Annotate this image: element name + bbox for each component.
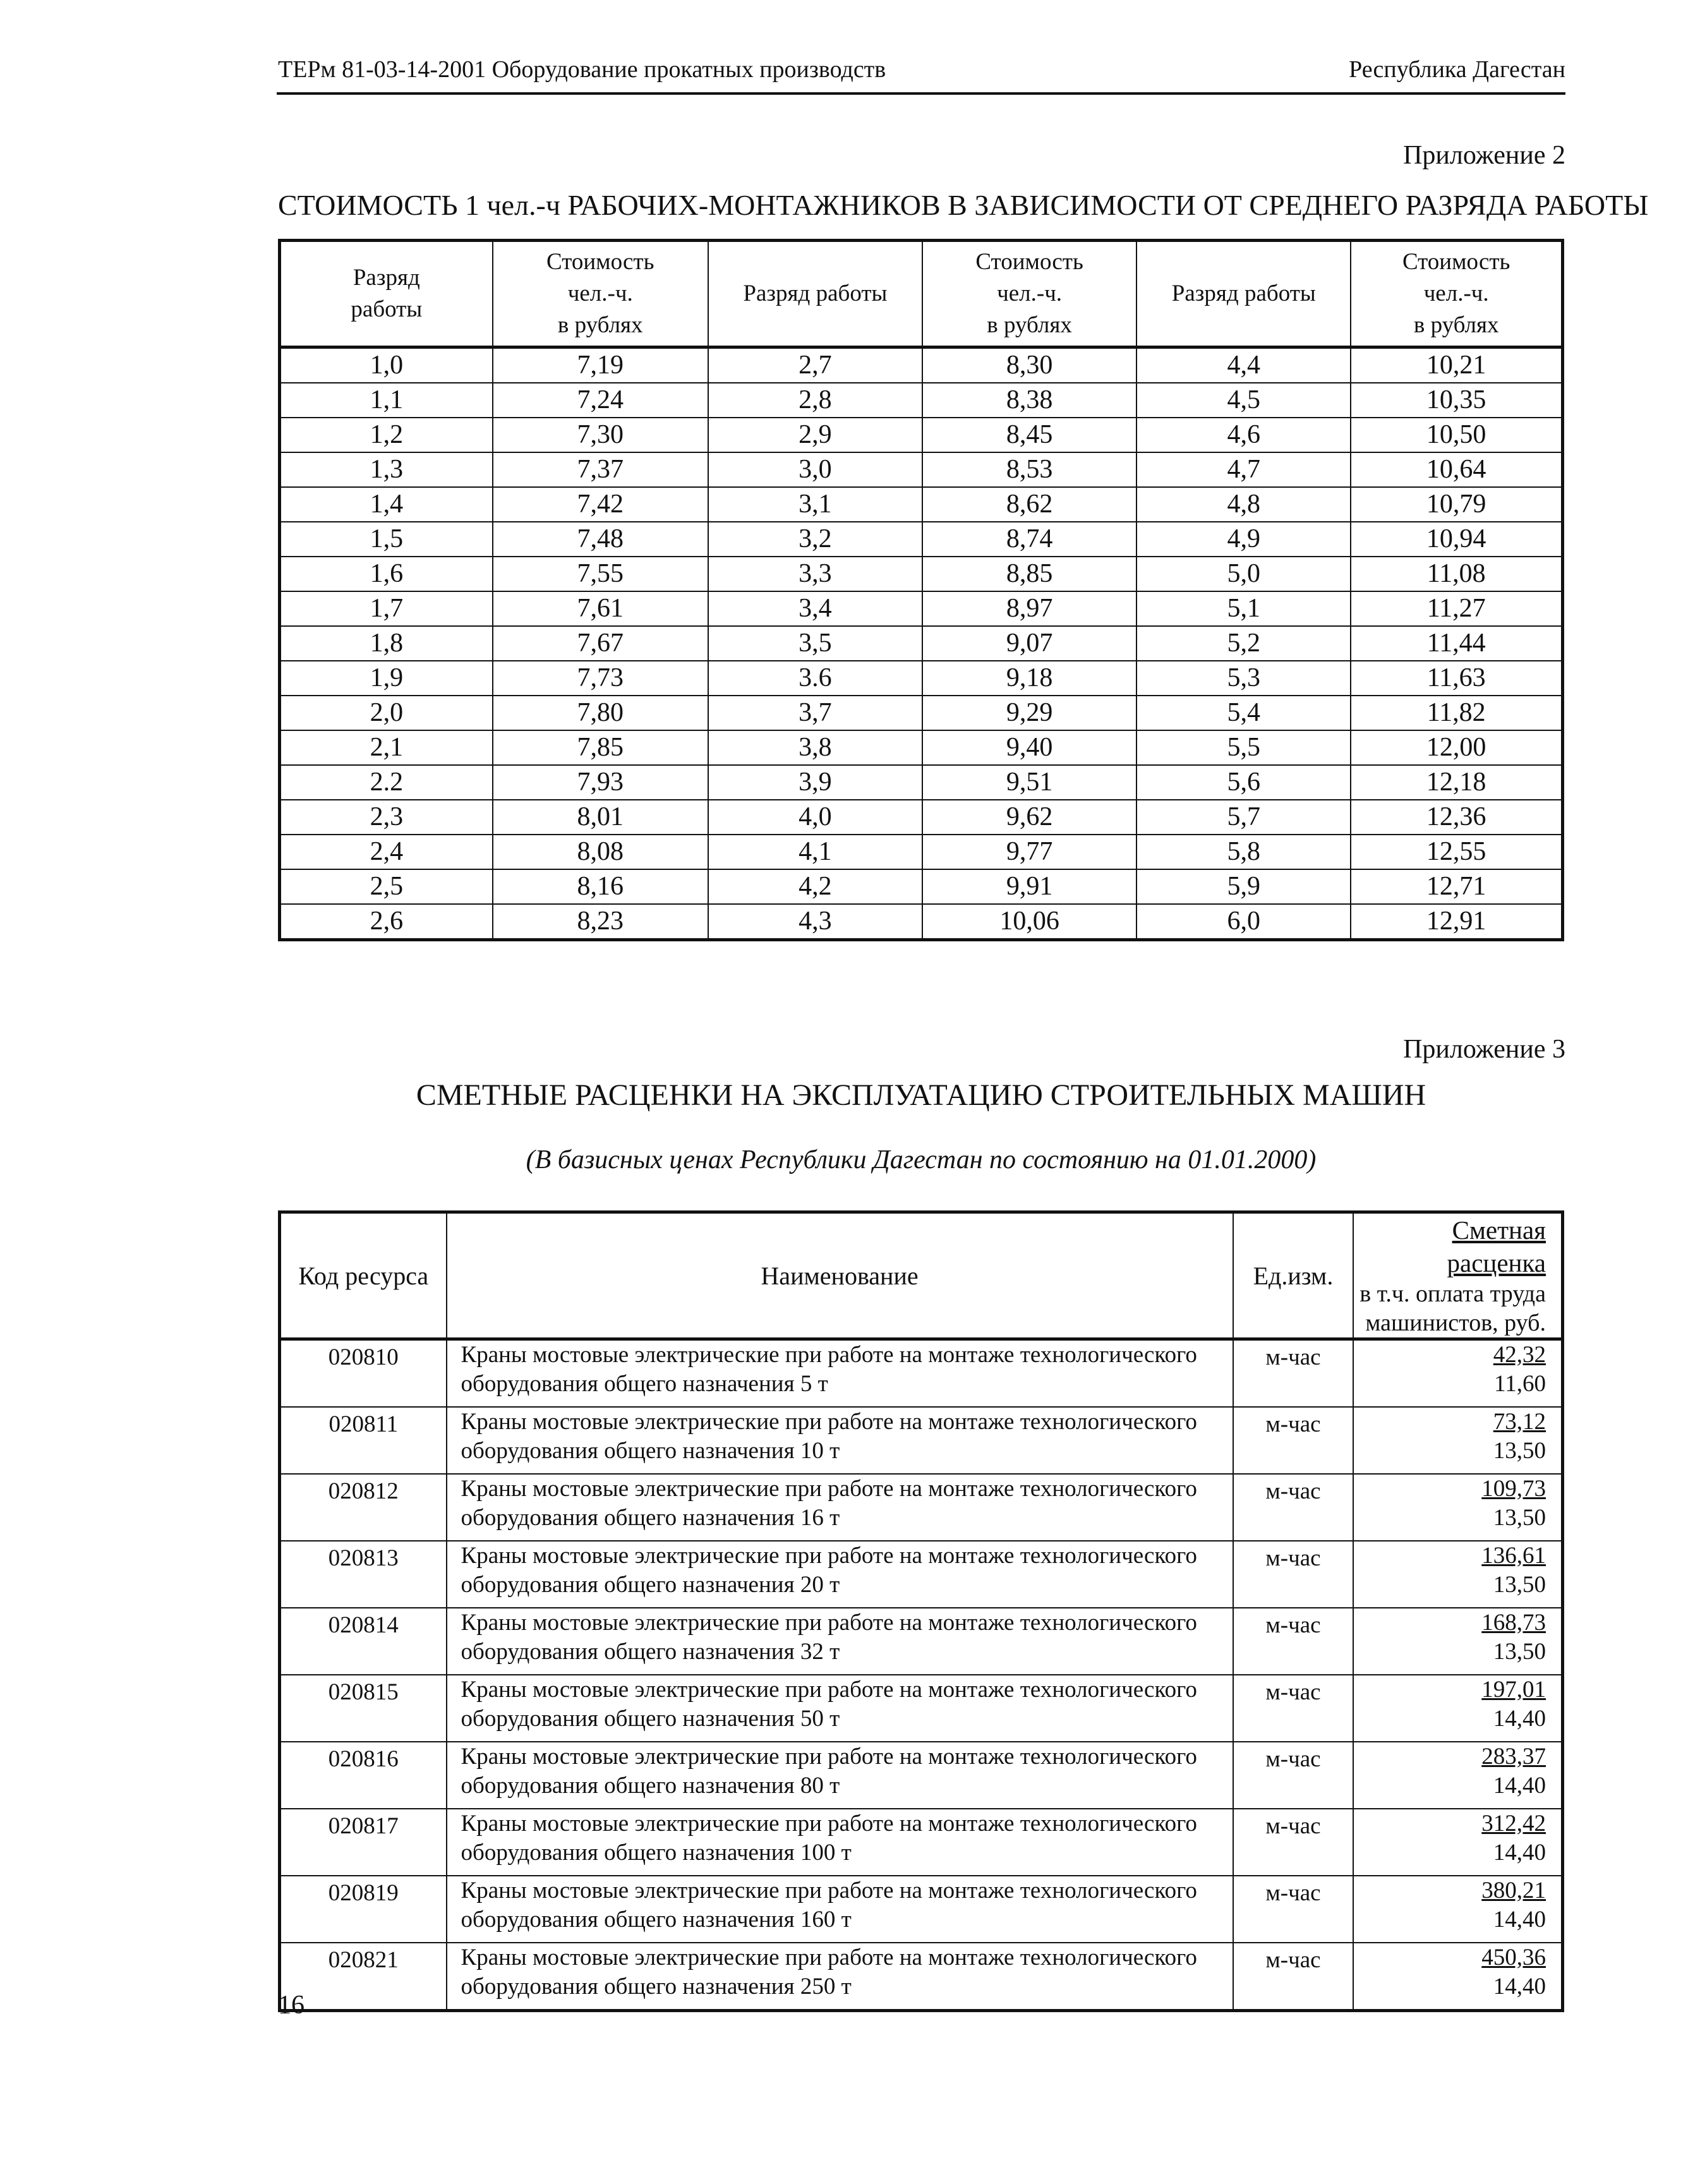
unit-of-measure: м-час <box>1233 1474 1354 1541</box>
resource-name-line-1: Краны мостовые электрические при работе на монтаже технологического <box>461 1610 1197 1636</box>
resource-name <box>447 1541 1233 1608</box>
resource-name-line-1: Краны мостовые электрические при работе на монтаже технологического <box>461 1677 1197 1703</box>
estimated-rate <box>1353 1339 1562 1408</box>
grade-cell: 5,7 <box>1136 800 1351 835</box>
operator-labor-value: 13,50 <box>1493 1572 1546 1598</box>
resource-name-line-1: Краны мостовые электрические при работе на монтаже технологического <box>461 1744 1197 1770</box>
grade-cell: 5,3 <box>1136 661 1351 696</box>
estimated-rate <box>1353 1675 1562 1742</box>
table-row <box>280 1675 1563 1742</box>
table-row <box>280 730 1563 765</box>
grade-cell: 3,9 <box>708 765 922 800</box>
cost-cell: 9,77 <box>922 835 1136 869</box>
cost-cell: 12,36 <box>1351 800 1562 835</box>
resource-name <box>447 1608 1233 1675</box>
grade-cell: 4,0 <box>708 800 922 835</box>
labor-cost-header-row <box>280 241 1563 347</box>
cost-cell: 8,01 <box>493 800 708 835</box>
rate-value: 283,37 <box>1481 1744 1546 1770</box>
grade-cell: 2,3 <box>280 800 493 835</box>
table-row <box>280 626 1563 661</box>
col-head-grade: Разряд работы <box>280 241 493 347</box>
cost-cell: 9,91 <box>922 869 1136 904</box>
cost-cell: 10,35 <box>1351 383 1562 418</box>
table-row <box>280 1339 1563 1408</box>
resource-code: 020811 <box>280 1407 447 1474</box>
col-head-resource-code: Код ресурса <box>280 1212 447 1339</box>
col-head-grade: Разряд работы <box>708 241 922 347</box>
col-head-grade: Разряд работы <box>1136 241 1351 347</box>
estimated-rate <box>1353 1541 1562 1608</box>
cost-cell: 9,40 <box>922 730 1136 765</box>
header-rule <box>277 92 1565 95</box>
grade-cell: 5,9 <box>1136 869 1351 904</box>
rate-value: 109,73 <box>1481 1476 1546 1502</box>
cost-cell: 8,97 <box>922 591 1136 626</box>
cost-cell: 7,48 <box>493 522 708 557</box>
grade-cell: 2,7 <box>708 347 922 383</box>
resource-name <box>447 1675 1233 1742</box>
col-head-cost: Стоимость чел.-ч. в рублях <box>493 241 708 347</box>
unit-of-measure: м-час <box>1233 1541 1354 1608</box>
operator-labor-value: 13,50 <box>1493 1438 1546 1464</box>
resource-code: 020814 <box>280 1608 447 1675</box>
cost-cell: 9,62 <box>922 800 1136 835</box>
cost-cell: 10,64 <box>1351 452 1562 487</box>
cost-cell: 7,80 <box>493 696 708 730</box>
cost-cell: 10,06 <box>922 904 1136 940</box>
cost-cell: 8,08 <box>493 835 708 869</box>
cost-cell: 12,91 <box>1351 904 1562 940</box>
cost-cell: 7,30 <box>493 418 708 452</box>
table-row <box>280 835 1563 869</box>
table-row <box>280 452 1563 487</box>
resource-name-line-2: оборудования общего назначения 80 т <box>461 1773 840 1799</box>
resource-name-line-2: оборудования общего назначения 100 т <box>461 1840 852 1866</box>
cost-cell: 11,63 <box>1351 661 1562 696</box>
grade-cell: 3,7 <box>708 696 922 730</box>
rate-value: 73,12 <box>1493 1409 1546 1435</box>
unit-of-measure: м-час <box>1233 1339 1354 1408</box>
page-number: 16 <box>278 1991 304 2020</box>
grade-cell: 2,8 <box>708 383 922 418</box>
cost-cell: 8,85 <box>922 557 1136 591</box>
machine-rates-table <box>278 1210 1564 2012</box>
machine-rates-header-row <box>280 1212 1563 1339</box>
cost-cell: 8,62 <box>922 487 1136 522</box>
grade-cell: 2.2 <box>280 765 493 800</box>
resource-name-line-2: оборудования общего назначения 50 т <box>461 1706 840 1732</box>
estimated-rate <box>1353 1943 1562 2011</box>
table-row <box>280 696 1563 730</box>
resource-name <box>447 1809 1233 1876</box>
cost-cell: 7,42 <box>493 487 708 522</box>
resource-name-line-2: оборудования общего назначения 5 т <box>461 1371 828 1397</box>
unit-of-measure: м-час <box>1233 1407 1354 1474</box>
table-row <box>280 347 1563 383</box>
cost-cell: 10,94 <box>1351 522 1562 557</box>
unit-of-measure: м-час <box>1233 1943 1354 2011</box>
col-head-rate: Сметная расценка в т.ч. оплата труда машинистов, руб. <box>1353 1212 1562 1339</box>
cost-cell: 12,55 <box>1351 835 1562 869</box>
resource-name <box>447 1943 1233 2011</box>
cost-cell: 9,07 <box>922 626 1136 661</box>
resource-code: 020816 <box>280 1742 447 1809</box>
resource-name <box>447 1742 1233 1809</box>
cost-cell: 7,61 <box>493 591 708 626</box>
appendix-3-title: СМЕТНЫЕ РАСЦЕНКИ НА ЭКСПЛУАТАЦИЮ СТРОИТЕЛЬНЫХ МАШИН <box>416 1078 1426 1112</box>
table-row <box>280 487 1563 522</box>
table-row <box>280 904 1563 940</box>
estimated-rate <box>1353 1474 1562 1541</box>
grade-cell: 3,5 <box>708 626 922 661</box>
table-row <box>280 765 1563 800</box>
operator-labor-value: 13,50 <box>1493 1505 1546 1531</box>
table-row <box>280 557 1563 591</box>
grade-cell: 5,6 <box>1136 765 1351 800</box>
rate-value: 168,73 <box>1481 1610 1546 1636</box>
cost-cell: 11,82 <box>1351 696 1562 730</box>
resource-name-line-2: оборудования общего назначения 250 т <box>461 1974 852 2000</box>
grade-cell: 1,4 <box>280 487 493 522</box>
cost-cell: 10,79 <box>1351 487 1562 522</box>
cost-cell: 7,55 <box>493 557 708 591</box>
unit-of-measure: м-час <box>1233 1876 1354 1943</box>
table-row <box>280 1943 1563 2011</box>
grade-cell: 1,1 <box>280 383 493 418</box>
cost-cell: 7,24 <box>493 383 708 418</box>
grade-cell: 5,1 <box>1136 591 1351 626</box>
resource-name-line-1: Краны мостовые электрические при работе на монтаже технологического <box>461 1811 1197 1837</box>
unit-of-measure: м-час <box>1233 1809 1354 1876</box>
cost-cell: 11,08 <box>1351 557 1562 591</box>
grade-cell: 1,2 <box>280 418 493 452</box>
operator-labor-value: 11,60 <box>1494 1371 1546 1397</box>
rate-value: 197,01 <box>1481 1677 1546 1703</box>
estimated-rate <box>1353 1876 1562 1943</box>
grade-cell: 4,6 <box>1136 418 1351 452</box>
cost-cell: 12,18 <box>1351 765 1562 800</box>
grade-cell: 1,5 <box>280 522 493 557</box>
table-row <box>280 1608 1563 1675</box>
cost-cell: 11,44 <box>1351 626 1562 661</box>
table-row <box>280 1809 1563 1876</box>
unit-of-measure: м-час <box>1233 1608 1354 1675</box>
grade-cell: 3,0 <box>708 452 922 487</box>
grade-cell: 3,2 <box>708 522 922 557</box>
resource-name-line-1: Краны мостовые электрические при работе на монтаже технологического <box>461 1945 1197 1970</box>
col-head-unit: Ед.изм. <box>1233 1212 1354 1339</box>
operator-labor-value: 14,40 <box>1493 1840 1546 1866</box>
appendix-3-subtitle: (В базисных ценах Республики Дагестан по состоянию на 01.01.2000) <box>526 1145 1317 1174</box>
table-row <box>280 1742 1563 1809</box>
cost-cell: 8,45 <box>922 418 1136 452</box>
resource-name-line-1: Краны мостовые электрические при работе на монтаже технологического <box>461 1543 1197 1569</box>
estimated-rate <box>1353 1809 1562 1876</box>
grade-cell: 3,3 <box>708 557 922 591</box>
running-header-right: Республика Дагестан <box>1349 56 1565 83</box>
grade-cell: 5,8 <box>1136 835 1351 869</box>
cost-cell: 8,53 <box>922 452 1136 487</box>
grade-cell: 1,3 <box>280 452 493 487</box>
resource-code: 020815 <box>280 1675 447 1742</box>
resource-name <box>447 1474 1233 1541</box>
cost-cell: 10,50 <box>1351 418 1562 452</box>
grade-cell: 2,1 <box>280 730 493 765</box>
grade-cell: 3,1 <box>708 487 922 522</box>
resource-name-line-2: оборудования общего назначения 32 т <box>461 1639 840 1665</box>
grade-cell: 2,5 <box>280 869 493 904</box>
resource-name-line-1: Краны мостовые электрические при работе на монтаже технологического <box>461 1878 1197 1903</box>
rate-value: 312,42 <box>1481 1811 1546 1837</box>
grade-cell: 1,8 <box>280 626 493 661</box>
grade-cell: 2,4 <box>280 835 493 869</box>
cost-cell: 7,85 <box>493 730 708 765</box>
resource-name-line-2: оборудования общего назначения 20 т <box>461 1572 840 1598</box>
cost-cell: 7,67 <box>493 626 708 661</box>
cost-cell: 9,29 <box>922 696 1136 730</box>
cost-cell: 8,23 <box>493 904 708 940</box>
resource-code: 020813 <box>280 1541 447 1608</box>
cost-cell: 10,21 <box>1351 347 1562 383</box>
running-header-left: ТЕРм 81-03-14-2001 Оборудование прокатных производств <box>278 56 886 83</box>
rate-value: 42,32 <box>1493 1342 1546 1368</box>
table-row <box>280 661 1563 696</box>
grade-cell: 3.6 <box>708 661 922 696</box>
cost-cell: 8,38 <box>922 383 1136 418</box>
resource-name-line-1: Краны мостовые электрические при работе на монтаже технологического <box>461 1476 1197 1502</box>
cost-cell: 8,16 <box>493 869 708 904</box>
cost-cell: 11,27 <box>1351 591 1562 626</box>
cost-cell: 7,37 <box>493 452 708 487</box>
table-row <box>280 418 1563 452</box>
table-row <box>280 1407 1563 1474</box>
grade-cell: 4,1 <box>708 835 922 869</box>
grade-cell: 3,4 <box>708 591 922 626</box>
resource-name-line-1: Краны мостовые электрические при работе на монтаже технологического <box>461 1342 1197 1368</box>
grade-cell: 5,0 <box>1136 557 1351 591</box>
grade-cell: 5,5 <box>1136 730 1351 765</box>
grade-cell: 4,8 <box>1136 487 1351 522</box>
rate-value: 136,61 <box>1481 1543 1546 1569</box>
table-row <box>280 591 1563 626</box>
table-row <box>280 1876 1563 1943</box>
grade-cell: 1,7 <box>280 591 493 626</box>
grade-cell: 4,9 <box>1136 522 1351 557</box>
cost-cell: 12,71 <box>1351 869 1562 904</box>
grade-cell: 1,0 <box>280 347 493 383</box>
estimated-rate <box>1353 1407 1562 1474</box>
col-head-name: Наименование <box>447 1212 1233 1339</box>
grade-cell: 2,0 <box>280 696 493 730</box>
grade-cell: 5,4 <box>1136 696 1351 730</box>
resource-code: 020819 <box>280 1876 447 1943</box>
grade-cell: 4,4 <box>1136 347 1351 383</box>
resource-name <box>447 1339 1233 1408</box>
cost-cell: 7,19 <box>493 347 708 383</box>
grade-cell: 1,9 <box>280 661 493 696</box>
resource-name-line-2: оборудования общего назначения 160 т <box>461 1907 852 1933</box>
appendix-2-title: СТОИМОСТЬ 1 чел.-ч РАБОЧИХ-МОНТАЖНИКОВ В ЗАВИСИМОСТИ ОТ СРЕДНЕГО РАЗРЯДА РАБОТЫ <box>278 189 1649 221</box>
grade-cell: 1,6 <box>280 557 493 591</box>
resource-name-line-2: оборудования общего назначения 10 т <box>461 1438 840 1464</box>
cost-cell: 7,73 <box>493 661 708 696</box>
resource-name <box>447 1876 1233 1943</box>
resource-code: 020821 <box>280 1943 447 2011</box>
grade-cell: 2,6 <box>280 904 493 940</box>
cost-cell: 9,51 <box>922 765 1136 800</box>
resource-code: 020812 <box>280 1474 447 1541</box>
table-row <box>280 1474 1563 1541</box>
estimated-rate <box>1353 1742 1562 1809</box>
appendix-3-label: Приложение 3 <box>1403 1035 1565 1064</box>
operator-labor-value: 14,40 <box>1493 1706 1546 1732</box>
cost-cell: 8,74 <box>922 522 1136 557</box>
resource-name-line-2: оборудования общего назначения 16 т <box>461 1505 840 1531</box>
operator-labor-value: 14,40 <box>1493 1773 1546 1799</box>
unit-of-measure: м-час <box>1233 1742 1354 1809</box>
cost-cell: 8,30 <box>922 347 1136 383</box>
grade-cell: 6,0 <box>1136 904 1351 940</box>
grade-cell: 3,8 <box>708 730 922 765</box>
estimated-rate <box>1353 1608 1562 1675</box>
labor-cost-table <box>278 239 1564 941</box>
col-head-cost: Стоимость чел.-ч. в рублях <box>922 241 1136 347</box>
operator-labor-value: 13,50 <box>1493 1639 1546 1665</box>
table-row <box>280 869 1563 904</box>
cost-cell: 12,00 <box>1351 730 1562 765</box>
grade-cell: 2,9 <box>708 418 922 452</box>
rate-value: 380,21 <box>1481 1878 1546 1903</box>
table-row <box>280 522 1563 557</box>
table-row <box>280 1541 1563 1608</box>
resource-name <box>447 1407 1233 1474</box>
table-row <box>280 800 1563 835</box>
operator-labor-value: 14,40 <box>1493 1974 1546 2000</box>
cost-cell: 9,18 <box>922 661 1136 696</box>
unit-of-measure: м-час <box>1233 1675 1354 1742</box>
grade-cell: 4,2 <box>708 869 922 904</box>
grade-cell: 4,3 <box>708 904 922 940</box>
table-row <box>280 383 1563 418</box>
grade-cell: 5,2 <box>1136 626 1351 661</box>
cost-cell: 7,93 <box>493 765 708 800</box>
resource-name-line-1: Краны мостовые электрические при работе на монтаже технологического <box>461 1409 1197 1435</box>
resource-code: 020810 <box>280 1339 447 1408</box>
rate-value: 450,36 <box>1481 1945 1546 1970</box>
grade-cell: 4,7 <box>1136 452 1351 487</box>
grade-cell: 4,5 <box>1136 383 1351 418</box>
appendix-2-label: Приложение 2 <box>1403 141 1565 170</box>
col-head-cost: Стоимость чел.-ч. в рублях <box>1351 241 1562 347</box>
resource-code: 020817 <box>280 1809 447 1876</box>
operator-labor-value: 14,40 <box>1493 1907 1546 1933</box>
